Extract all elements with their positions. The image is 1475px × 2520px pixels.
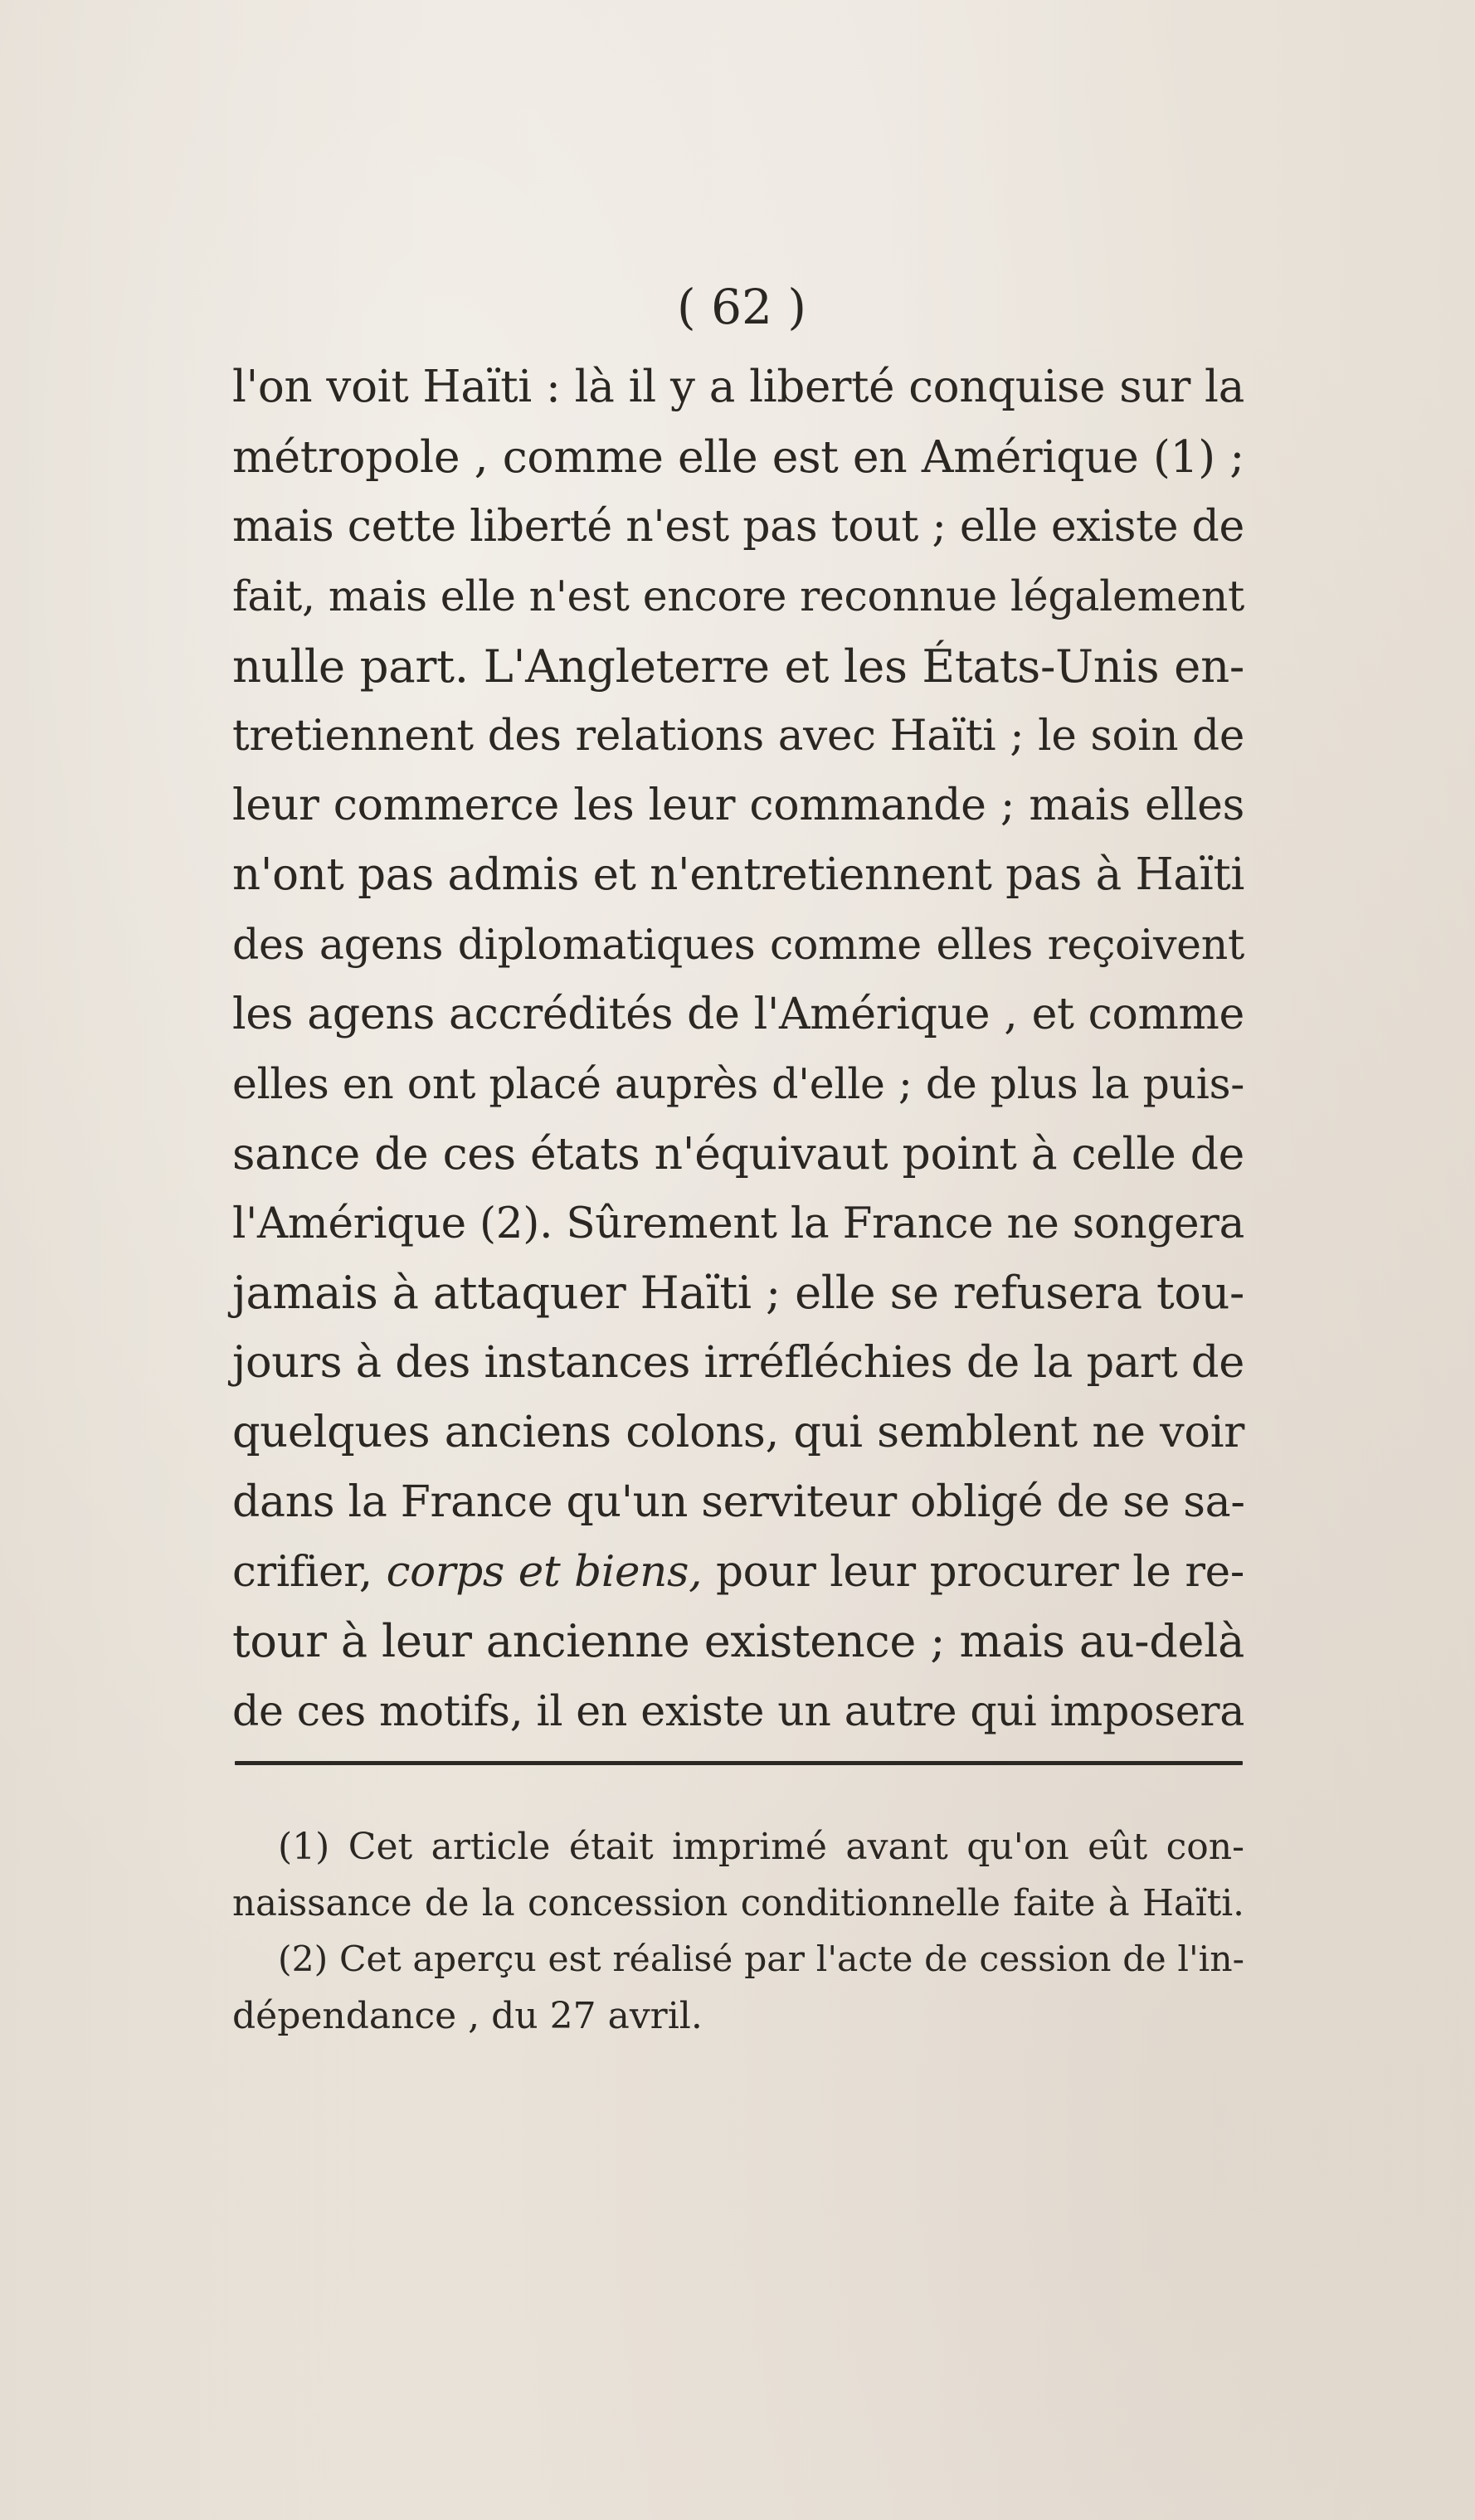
text-line: de ces motifs, il en existe un autre qui imposera xyxy=(232,1686,1244,1735)
italic-phrase: corps et biens, xyxy=(386,1547,703,1597)
text-line: mais cette liberté n'est pas tout ; elle existe de xyxy=(232,502,1244,552)
page-number: ( 62 ) xyxy=(677,279,806,335)
line-suffix: pour leur procurer le re- xyxy=(715,1547,1244,1597)
text-line: l'Amérique (2). Sûrement la France ne songera xyxy=(232,1199,1244,1248)
text-line: elles en ont placé auprès d'elle ; de plus la puis- xyxy=(232,1059,1244,1108)
text-line: jours à des instances irréfléchies de la part de xyxy=(232,1337,1244,1388)
text-line: quelques anciens colons, qui semblent ne voir xyxy=(232,1407,1244,1457)
text-line: sance de ces états n'équivaut point à celle de xyxy=(232,1127,1244,1180)
footnote-line: naissance de la concession conditionnelle faite à Haïti. xyxy=(232,1883,1244,1924)
text-line: métropole , comme elle est en Amérique (1) ; xyxy=(232,431,1244,483)
text-line-with-italic xyxy=(232,1537,1244,1607)
text-line: leur commerce les leur commande ; mais elles xyxy=(232,781,1244,830)
text-line: tretiennent des relations avec Haïti ; le soin de xyxy=(232,711,1244,761)
footnote-separator xyxy=(235,1761,1243,1765)
footnote-line: dépendance , du 27 avril. xyxy=(232,1995,703,2037)
text-line: l'on voit Haïti : là il y a liberté conquise sur la xyxy=(232,362,1244,412)
footnotes xyxy=(232,1819,1244,2045)
text-line: fait, mais elle n'est encore reconnue légalement xyxy=(232,572,1244,620)
text-line: des agens diplomatiques comme elles reçoivent xyxy=(232,920,1244,969)
text-line: jamais à attaquer Haïti ; elle se refusera tou- xyxy=(232,1267,1244,1319)
text-line: tour à leur ancienne existence ; mais au-delà xyxy=(232,1615,1244,1667)
footnote-line: (2) Cet aperçu est réalisé par l'acte de cession de l'in- xyxy=(278,1939,1244,1980)
text-line: dans la France qu'un serviteur obligé de se sa- xyxy=(232,1477,1245,1527)
text-line: n'ont pas admis et n'entretiennent pas à Haïti xyxy=(232,849,1244,900)
main-text xyxy=(232,353,1244,1746)
text-line: les agens accrédités de l'Amérique , et comme xyxy=(232,990,1244,1039)
line-prefix: crifier, xyxy=(232,1547,372,1597)
footnote-line: (1) Cet article était imprimé avant qu'on eût con- xyxy=(278,1826,1244,1868)
text-line: nulle part. L'Angleterre et les États-Unis en- xyxy=(232,640,1244,693)
